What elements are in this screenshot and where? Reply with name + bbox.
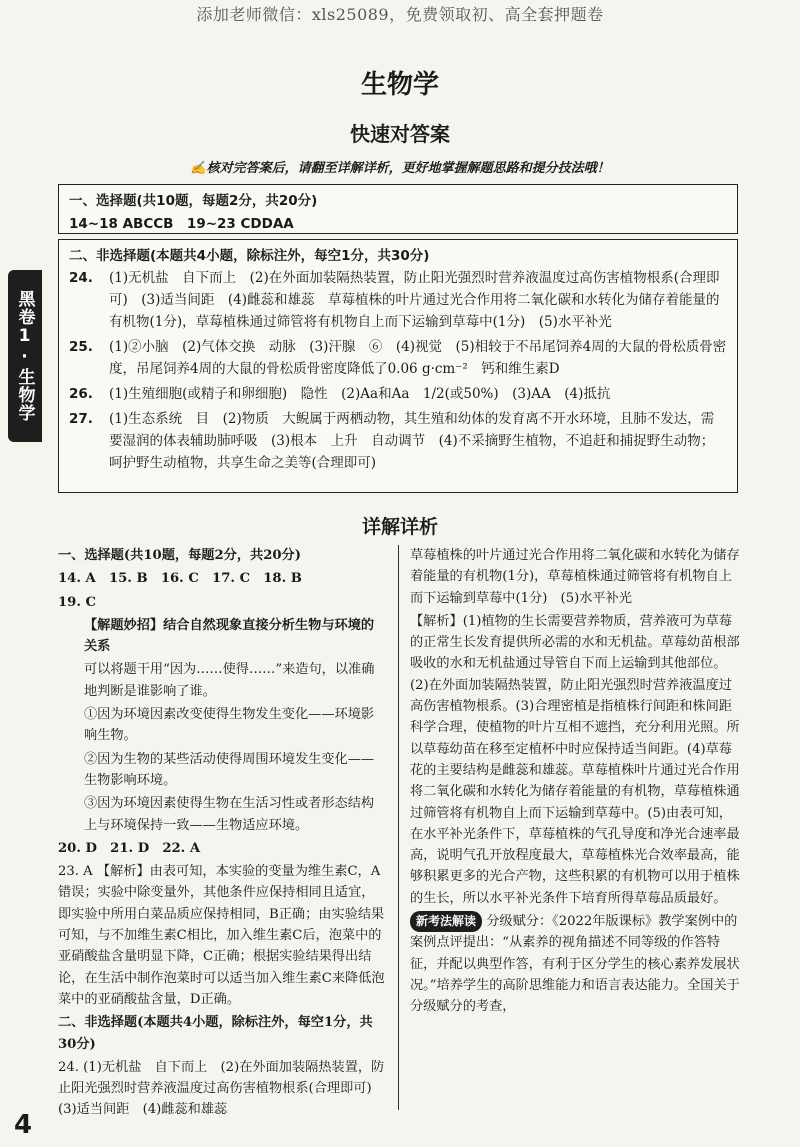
answer-item <box>69 383 727 405</box>
quick-answer-title: 快速对答案 <box>350 122 450 146</box>
multiple-choice-answer-box <box>58 184 738 234</box>
pen-icon: ✍ <box>190 161 207 176</box>
answer-23-explanation: 23. A 【解析】由表可知，本实验的变量为维生素C，A错误；实验中除变量外，其他条件应保持相同且适宜，即实验中所用白菜品质应保持相同，B正确；由实验结果可知，与不加维生素C相比，加入维生素C后，泡菜中的亚硝酸盐含量明显下降，C正确；根据实验结果得出结论，在生活中制作泡菜时可以适当加入维生素C来降低泡菜中的亚硝酸盐含量，D正确。 <box>58 864 385 1007</box>
answer-item <box>69 336 727 380</box>
tip-heading: 【解题妙招】结合自然现象直接分析生物与环境的关系 <box>84 617 375 655</box>
item-text: (1)②小脑 (2)气体交换 动脉 (3)汗腺 ⑥ (4)视觉 (5)相较于不吊尾饲养4周的大鼠的骨松质骨密度，吊尾饲养4周的大鼠的骨松质骨密度降低了0.06 g·cm⁻² 钙和维生素D <box>109 339 727 377</box>
mc-heading: 一、选择题(共10题，每题2分，共20分) <box>69 193 318 209</box>
detail-title: 详解详析 <box>361 516 438 538</box>
section-heading: 二、非选择题(本题共4小题，除标注外，每空1分，共30分) <box>58 1015 373 1052</box>
item-text: (1)生态系统 目 (2)物质 大鲵属于两栖动物，其生殖和幼体的发育离不开水环境，且肺不发达，需要湿润的体表辅助肺呼吸 (3)根本 上升 自动调节 (4)不采摘野生植物，不追赶和捕捉野生动物；呵护野生动植物，共享生命之美等(合理即可) <box>109 411 715 471</box>
tip-point-3: ③因为环境因素使得生物在生活习性或者形态结构上与环境保持一致——生物适应环境。 <box>84 796 375 833</box>
answer-19: 19. C <box>58 594 97 610</box>
page-title: 生物学 <box>360 70 439 100</box>
column-divider <box>398 545 399 1110</box>
item-text: (1)无机盐 自下而上 (2)在外面加装隔热装置，防止阳光强烈时营养液温度过高伤害植物根系(合理即可) (3)适当间距 (4)雌蕊和雄蕊 草莓植株的叶片通过光合作用将二氧化碳和水转化为储存着能量的有机物(1分)，草莓植株通过筛管将有机物自上而下运输到草莓中(1分) (5)水平补光 <box>109 270 720 330</box>
item-number: 24. <box>69 270 93 286</box>
note-text: 分级赋分：《2022年版课标》教学案例中的案例点评提出：“从素养的视角描述不同等级的作答特征，并配以典型作答，有利于区分学生的核心素养发展状况。”培养学生的高阶思维能力和语言表达能力。全国关于分级赋分的考查， <box>410 914 740 1015</box>
tip-text: 核对完答案后，请翻至详解详析，更好地掌握解题思路和提分技法哦！ <box>206 161 610 176</box>
section-heading: 一、选择题(共10题，每题2分，共20分) <box>58 548 301 563</box>
tip-point-1: ①因为环境因素改变使得生物发生变化——环境影响生物。 <box>84 707 375 744</box>
new-exam-badge: 新考法解读 <box>410 911 482 932</box>
answer-24: 24. (1)无机盐 自下而上 (2)在外面加装隔热装置，防止阳光强烈时营养液温度过高伤害植物根系(合理即可) (3)适当间距 (4)雌蕊和雄蕊 <box>58 1059 385 1118</box>
item-number: 27. <box>69 411 93 427</box>
watermark-banner: 添加老师微信：xls25089，免费领取初、高全套押题卷 <box>196 5 604 24</box>
tip-line <box>0 157 800 176</box>
side-tab: 黑卷1·生物学 <box>8 270 42 442</box>
answer-item <box>69 267 727 333</box>
item-text: (1)生殖细胞(或精子和卵细胞) 隐性 (2)Aa和Aa 1/2(或50%) (3)AA (4)抵抗 <box>109 386 611 402</box>
answers-20-22: 20. D 21. D 22. A <box>58 840 201 856</box>
mc-answers: 14~18 ABCCB 19~23 CDDAA <box>69 216 294 232</box>
item-number: 25. <box>69 339 93 355</box>
nc-heading: 二、非选择题(本题共4小题，除标注外，每空1分，共30分) <box>69 248 430 264</box>
answer-item <box>69 408 727 474</box>
tip-paragraph: 可以将题干用“因为……使得……”来造句，以准确地判断是谁影响了谁。 <box>84 662 375 699</box>
page-number: 4 <box>14 1110 33 1140</box>
answer-24-analysis: 【解析】(1)植物的生长需要营养物质，营养液可为草莓的正常生长发育提供所必需的水和无机盐。草莓幼苗根部吸收的水和无机盐通过导管自下而上运输到其他部位。(2)在外面加装隔热装置，防止阳光强烈时营养液温度过高伤害植物根系。(3)合理密植是指植株行间距和株间距科学合理，使植物的叶片互相不遮挡，充分利用光照。所以草莓幼苗在移至定植杯中时应保持适当间距。(4)草莓花的主要结构是雌蕊和雄蕊。草莓植株叶片通过光合作用将二氧化碳和水转化为储存着能量的有机物，草莓植株通过筛管将有机物自上而下运输到草莓中。(5)由表可知，在水平补光条件下，草莓植株的气孔导度和净光合速率最高，说明气孔开放程度最大，草莓植株光合效率最高，能够积累更多的光合产物，这些积累的有机物可以用于植株的生长，所以水平补光条件下培育所得草莓品质最好。 <box>410 613 740 906</box>
left-column <box>58 545 386 1123</box>
item-number: 26. <box>69 386 93 402</box>
non-choice-answer-box <box>58 239 738 493</box>
tip-point-2: ②因为生物的某些活动使得周围环境发生变化——生物影响环境。 <box>84 751 375 788</box>
answer-24-continued: 草莓植株的叶片通过光合作用将二氧化碳和水转化为储存着能量的有机物(1分)，草莓植株通过筛管将有机物自上而下运输到草莓中(1分) (5)水平补光 <box>410 548 740 606</box>
right-column <box>410 545 740 1020</box>
new-exam-note <box>410 911 740 1017</box>
answers-14-18: 14. A 15. B 16. C 17. C 18. B <box>58 571 302 587</box>
